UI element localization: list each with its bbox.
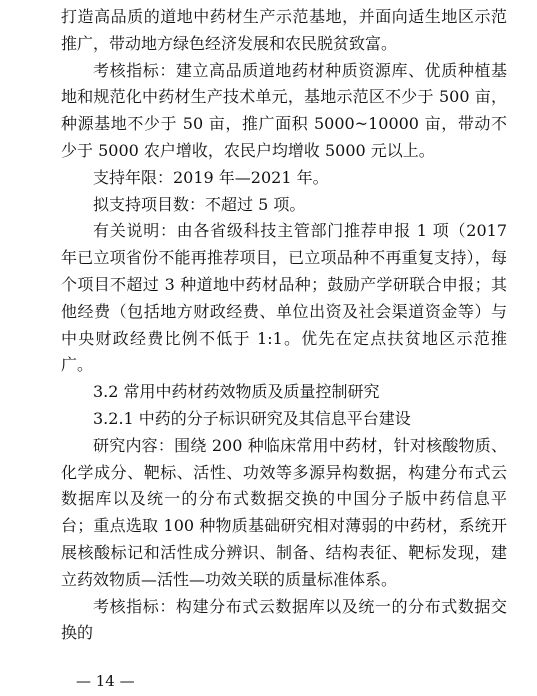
- paragraph-assessment-indicators: 考核指标：建立高品质道地药材种质资源库、优质种植基地和规范化中药材生产技术单元，基地示范区不少于 500 亩，种源基地不少于 50 亩，推广面积 5000~10000 亩，带动不少于 5000 农户增收，农民户均增收 5000 元以上。: [61, 60, 507, 160]
- paragraph-assessment-indicators-2: 考核指标：构建分布式云数据库以及统一的分布式数据交换的: [61, 596, 507, 643]
- paragraph-intro-continuation: 打造高品质的道地中药材生产示范基地，并面向适生地区示范推广，带动地方绿色经济发展和农民脱贫致富。: [61, 7, 507, 53]
- paragraph-relevant-notes: 有关说明：由各省级科技主管部门推荐申报 1 项（2017 年已立项省份不能再推荐项目，已立项品种不再重复支持），每个项目不超过 3 种道地中药材品种；鼓励产学研联合申报；其他经费（包括地方财政经费、单位出资及社会渠道资金等）与中央财政经费比例不低于 1:1。优先在定点扶贫地区示范推广。: [61, 221, 507, 375]
- page-number: — 14 —: [76, 672, 135, 690]
- document-page: [61, 0, 507, 647]
- section-heading-3-2-1: 3.2.1 中药的分子标识研究及其信息平台建设: [93, 408, 411, 428]
- paragraph-research-content: 研究内容：围绕 200 种临床常用中药材，针对核酸物质、化学成分、靶标、活性、功效等多源异构数据，构建分布式云数据库以及统一的分布式数据交换的中国分子版中药信息平台；重点选取 100 种物质基础研究相对薄弱的中药材，系统开展核酸标记和活性成分辨识、制备、结构表征、靶标发现，建立药效物质—活性—功效关联的质量标准体系。: [61, 435, 507, 589]
- paragraph-support-period: 支持年限：2019 年—2021 年。: [93, 167, 329, 187]
- section-heading-3-2: 3.2 常用中药材药效物质及质量控制研究: [93, 382, 380, 402]
- paragraph-project-count: 拟支持项目数：不超过 5 项。: [93, 194, 306, 214]
